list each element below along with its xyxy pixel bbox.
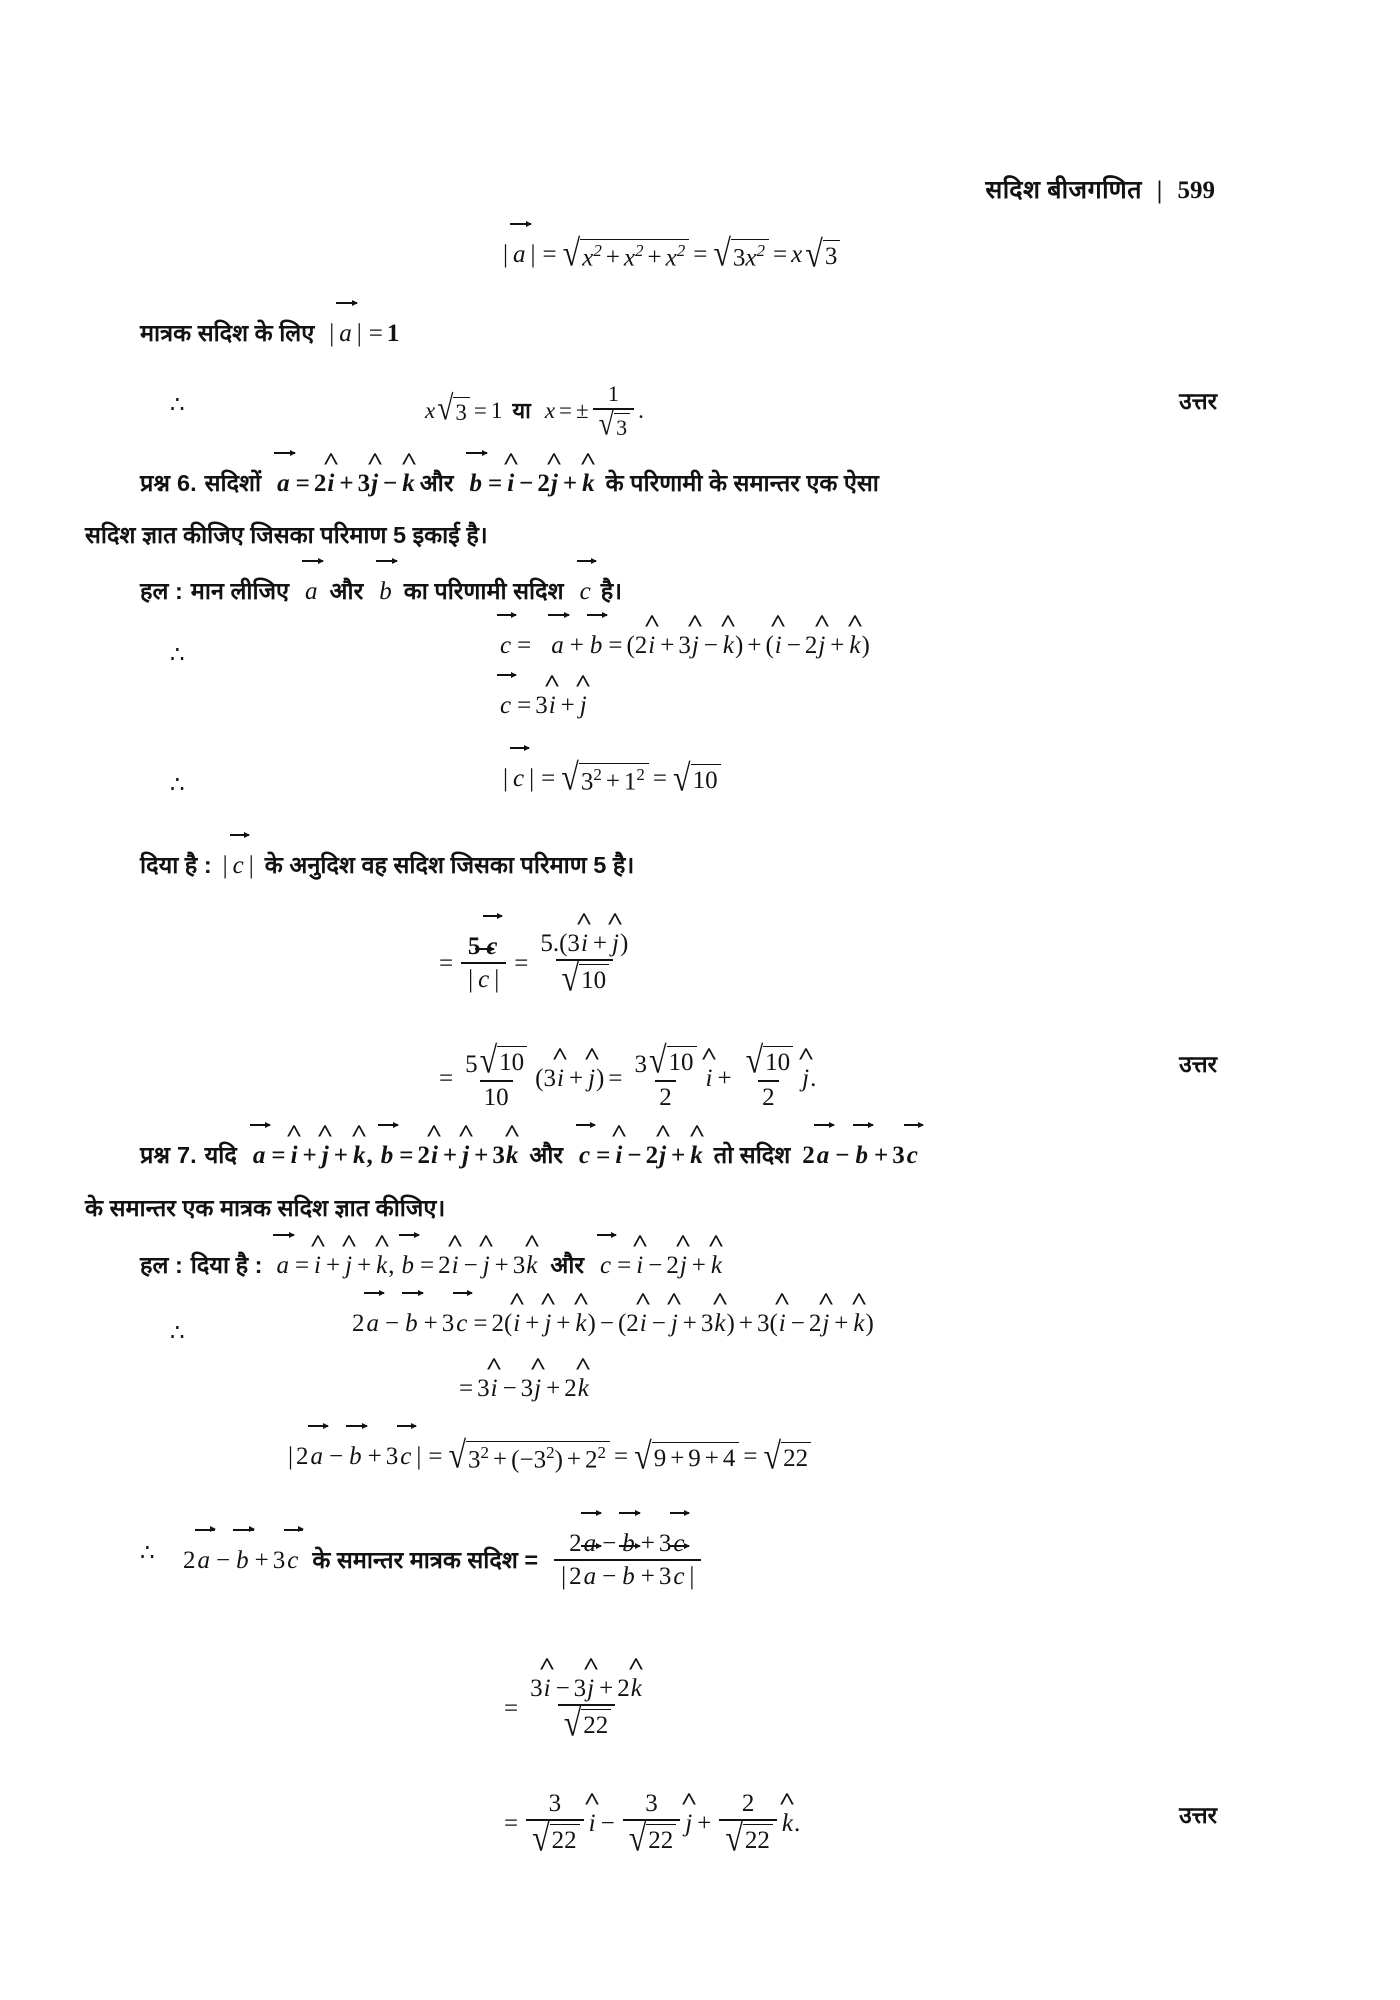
equation-unit-1: = 3i ^ − 3j ^ + 2k ^ √ 22 [500, 1675, 651, 1742]
solution-6-intro4: है। [600, 577, 623, 604]
solution-6-prefix: हल : [140, 577, 183, 604]
equation-c-result: c = 3 i ^ + j ^ [498, 692, 588, 720]
given-prefix: दिया है : [140, 851, 212, 878]
question-7-then: तो सदिश [713, 1141, 791, 1168]
unit-vector-line: मात्रक सदिश के लिए | a | = 1 [140, 319, 400, 347]
question-6-number: 6. [177, 469, 197, 496]
question-6-line1: प्रश्न 6. सदिशों a = 2 i ^ + 3 j ^ − k ^ और b = i ^ − 2 j ^ + k ^ के परिणामी के समान्तर एक ऐसा [140, 470, 879, 498]
equation-expand: 2 a − b + 3 c = 2( i ^ + j ^ + k ^ ) − (2 i ^ − j ^ + 3 k ^ ) + 3( i ^ − 2 j ^ + k ^ ) [352, 1310, 874, 1338]
question-6-line2 [85, 523, 488, 549]
question-6-text1: सदिशों [204, 469, 262, 496]
therefore-symbol-3: ∴ [170, 772, 185, 797]
question-7-and: और [529, 1141, 564, 1168]
question-6-text2: के परिणामी के समान्तर एक ऐसा [605, 469, 879, 496]
solution-6-intro3: का परिणामी सदिश [403, 577, 564, 604]
unit-parallel-text: के समान्तर मात्रक सदिश = [312, 1546, 539, 1573]
answer-label-1: उत्तर [1179, 388, 1217, 414]
question-7-number: 7. [177, 1141, 197, 1168]
equation-c-magnitude: | c | = √ $3^2 + 1^2$ = √ 10 [500, 762, 721, 796]
chapter-title: सदिश बीजगणित [985, 177, 1142, 204]
question-7-text-line2: के समान्तर एक मात्रक सदिश ज्ञात कीजिए। [85, 1195, 446, 1221]
therefore-symbol-1: ∴ [170, 392, 185, 417]
solve-x-line: x √ 3 = 1 या x = ± 1 √ 3 . [425, 381, 644, 443]
question-6-and: और [419, 469, 454, 496]
question-7-prefix: प्रश्न [140, 1141, 170, 1168]
page-header [985, 172, 1215, 206]
header-separator: | [1156, 177, 1163, 204]
equation-unit-2: = 3 √ 22 i ^ − 3 √ 22 j ^ + 2 √ 22 k ^ . [500, 1790, 800, 1857]
equation-result-1: = $\frac{5 c}{| c |}$ = 5.(3i ^ + j ^) √ 10 [435, 930, 636, 997]
solution-7-prefix: हल : [140, 1251, 183, 1278]
solution-7-given: हल : दिया है : a = i ^ + j ^ + k ^ , b = 2 i ^ − j ^ + 3 k ^ और c = i ^ − 2 j ^ + k ^ [140, 1252, 723, 1280]
solution-7-given-label: दिया है : [190, 1251, 263, 1278]
unit-vector-parallel-line: 2 a − b + 3 c के समान्तर मात्रक सदिश = $\frac{2a - b + 3c}{| 2a - b + 3c |}$ [175, 1530, 705, 1591]
question-7-line1: प्रश्न 7. यदि a = i ^ + j ^ + k ^ , b = 2 i ^ + j ^ + 3 k ^ और c = i ^ − 2 j ^ + k ^ तो सदिश 2 a − b + 3 c [140, 1142, 920, 1170]
therefore-symbol-5: ∴ [140, 1540, 155, 1565]
therefore-symbol-2: ∴ [170, 642, 185, 667]
equation-magnitude-a: | a | = √ $x^2 + x^2 + x^2$ = √ $3x^2$ = x √ 3 [500, 238, 840, 272]
therefore-symbol-4: ∴ [170, 1320, 185, 1345]
equation-magnitude-expr: | 2 a − b + 3 c | = √ $3^2 + (-3^2) + 2^2$ = √ 9 + 9 + 4 = √ 22 [285, 1440, 811, 1474]
question-7-if: यदि [204, 1141, 237, 1168]
equation-c-sum: c = a + b = ( 2 i ^ + 3 j ^ − k ^ ) + ( i ^ − 2 j ^ + k ^ ) [498, 632, 870, 660]
question-6-prefix: प्रश्न [140, 469, 170, 496]
solution-6-intro: हल : मान लीजिए a और b का परिणामी सदिश c है। [140, 577, 623, 605]
given-text: के अनुदिश वह सदिश जिसका परिमाण 5 है। [264, 851, 635, 878]
solution-6-intro2: और [329, 577, 364, 604]
or-word: या [512, 398, 531, 424]
question-6-text-line2: सदिश ज्ञात कीजिए जिसका परिमाण 5 इकाई है। [85, 522, 488, 548]
answer-label-2: उत्तर [1179, 1051, 1217, 1077]
solution-7-and: और [550, 1251, 585, 1278]
page-number: 599 [1177, 177, 1215, 204]
equation-simplified: = 3 i ^ − 3 j ^ + 2 k ^ [455, 1375, 590, 1403]
solution-6-given-line: दिया है : | c | के अनुदिश वह सदिश जिसका परिमाण 5 है। [140, 851, 635, 879]
answer-label-3: उत्तर [1179, 1802, 1217, 1828]
solution-6-intro1: मान लीजिए [190, 577, 290, 604]
question-7-line2 [85, 1196, 445, 1222]
unit-vector-text: मात्रक सदिश के लिए [140, 319, 315, 346]
equation-result-2: = 5 √ 10 10 (3 i ^ + j ^ ) = 3 √ 10 2 i ^ + √ 10 2 j ^ . [435, 1045, 816, 1112]
